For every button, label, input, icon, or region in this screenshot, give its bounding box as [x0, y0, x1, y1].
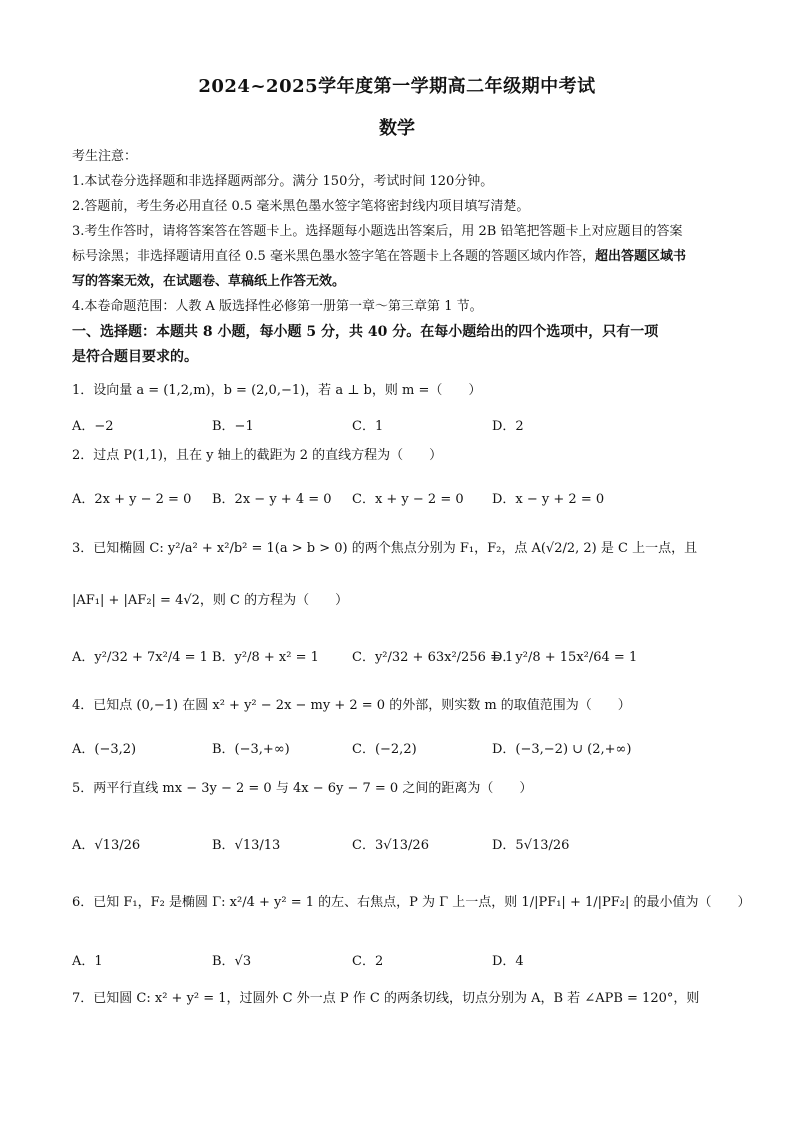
note-3b-text: 标号涂黑；非选择题请用直径 0.5 毫米黑色墨水签字笔在答题卡上各题的答题区域内作答， [72, 249, 595, 264]
note-3a: 3.考生作答时，请将答案答在答题卡上。选择题每小题选出答案后，用 2B 铅笔把答题卡上对应题目的答案 [72, 224, 683, 239]
subject-title: 数学 [379, 118, 415, 139]
question-7-stem: 7．已知圆 C: x² + y² = 1，过圆外 C 外一点 P 作 C 的两条切线，切点分别为 A，B 若 ∠APB = 120°，则 [72, 991, 700, 1006]
q2-option-c[interactable]: C．x + y − 2 = 0 [352, 492, 464, 507]
q5-option-c[interactable]: C．3√13/26 [352, 838, 429, 853]
question-6-stem: 6．已知 F₁，F₂ 是椭圆 Γ: x²/4 + y² = 1 的左、右焦点，P 为 Γ 上一点，则 1/|PF₁| + 1/|PF₂| 的最小值为（ ） [72, 895, 751, 910]
question-6-options [72, 950, 732, 974]
note-3b [72, 248, 728, 266]
q6-option-a[interactable]: A．1 [72, 954, 103, 969]
question-4-stem: 4．已知点 (0,−1) 在圆 x² + y² − 2x − my + 2 = 0 的外部，则实数 m 的取值范围为（ ） [72, 698, 631, 713]
exam-title: 2024~2025学年度第一学期高二年级期中考试 [198, 76, 596, 97]
note-3b-bold: 超出答题区域书 [594, 249, 686, 264]
note-1: 1.本试卷分选择题和非选择题两部分。满分 150分，考试时间 120分钟。 [72, 174, 494, 189]
notes-heading: 考生注意： [72, 149, 138, 164]
question-3-options [72, 646, 732, 670]
note-4: 4.本卷命题范围：人教 A 版选择性必修第一册第一章～第三章第 1 节。 [72, 299, 483, 314]
q4-option-d[interactable]: D．(−3,−2) ∪ (2,+∞) [492, 742, 632, 757]
q3-option-b[interactable]: B．y²/8 + x² = 1 [212, 650, 319, 665]
question-4-options [72, 738, 732, 762]
q6-option-c[interactable]: C．2 [352, 954, 384, 969]
q2-option-a[interactable]: A．2x + y − 2 = 0 [72, 492, 192, 507]
q3-option-d[interactable]: D．y²/8 + 15x²/64 = 1 [492, 650, 638, 665]
note-3c: 写的答案无效，在试题卷、草稿纸上作答无效。 [72, 274, 346, 289]
q4-option-b[interactable]: B．(−3,+∞) [212, 742, 290, 757]
question-5-stem: 5．两平行直线 mx − 3y − 2 = 0 与 4x − 6y − 7 = 0 之间的距离为（ ） [72, 781, 533, 796]
q3-option-a[interactable]: A．y²/32 + 7x²/4 = 1 [72, 650, 208, 665]
question-3-stem-2: |AF₁| + |AF₂| = 4√2，则 C 的方程为（ ） [72, 593, 349, 608]
question-3-stem: 3．已知椭圆 C: y²/a² + x²/b² = 1(a > b > 0) 的两个焦点分别为 F₁，F₂，点 A(√2/2, 2) 是 C 上一点，且 [72, 541, 698, 556]
q3-option-c[interactable]: C．y²/32 + 63x²/256 = 1 [352, 650, 514, 665]
q6-option-d[interactable]: D．4 [492, 954, 524, 969]
question-1-stem: 1．设向量 a = (1,2,m)，b = (2,0,−1)，若 a ⊥ b，则 m =（ ） [72, 383, 482, 398]
q5-option-b[interactable]: B．√13/13 [212, 838, 281, 853]
q4-option-a[interactable]: A．(−3,2) [72, 742, 137, 757]
q6-option-b[interactable]: B．√3 [212, 954, 252, 969]
q4-option-c[interactable]: C．(−2,2) [352, 742, 417, 757]
q2-option-d[interactable]: D．x − y + 2 = 0 [492, 492, 605, 507]
question-5-options [72, 834, 732, 858]
question-2-stem: 2．过点 P(1,1)，且在 y 轴上的截距为 2 的直线方程为（ ） [72, 448, 443, 463]
q5-option-d[interactable]: D．5√13/26 [492, 838, 570, 853]
section-heading-2: 是符合题目要求的。 [72, 349, 198, 365]
question-2-options [72, 488, 732, 512]
section-heading-1: 一、选择题：本题共 8 小题，每小题 5 分，共 40 分。在每小题给出的四个选项中，只有一项 [72, 324, 659, 340]
q2-option-b[interactable]: B．2x − y + 4 = 0 [212, 492, 332, 507]
note-2: 2.答题前，考生务必用直径 0.5 毫米黑色墨水签字笔将密封线内项目填写清楚。 [72, 199, 530, 214]
q1-option-a[interactable]: A．−2 [72, 419, 114, 434]
q1-option-b[interactable]: B．−1 [212, 419, 254, 434]
q1-option-d[interactable]: D．2 [492, 419, 524, 434]
question-1-options [72, 415, 732, 439]
q5-option-a[interactable]: A．√13/26 [72, 838, 141, 853]
q1-option-c[interactable]: C．1 [352, 419, 384, 434]
